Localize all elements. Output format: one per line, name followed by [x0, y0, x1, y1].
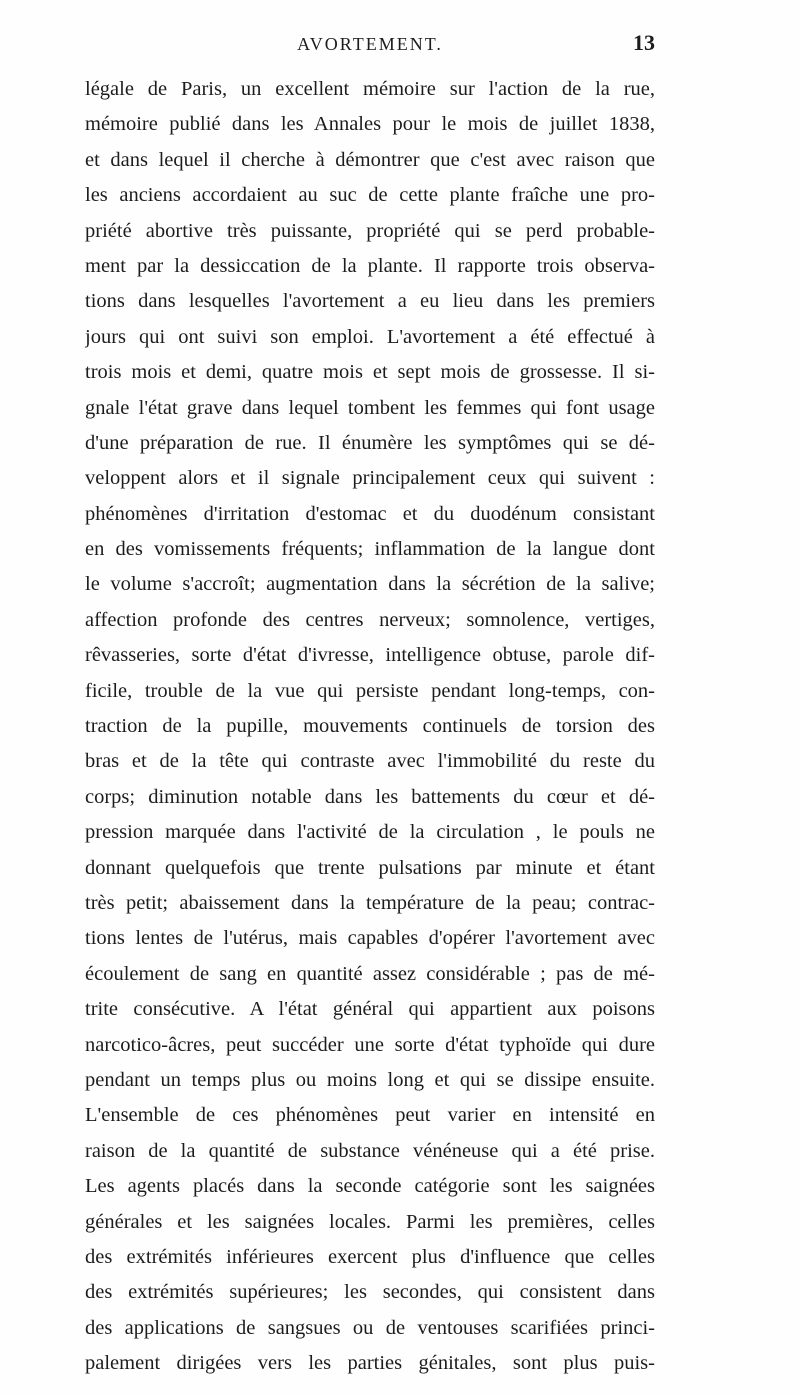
text-line: écoulement de sang en quantité assez considérable ; pas de mé-	[85, 962, 655, 985]
text-line: le volume s'accroît; augmentation dans la sécrétion de la salive;	[85, 573, 655, 596]
text-line: trois mois et demi, quatre mois et sept mois de grossesse. Il si-	[85, 361, 655, 384]
text-line: pression marquée dans l'activité de la circulation , le pouls ne	[85, 821, 655, 844]
text-line: affection profonde des centres nerveux; somnolence, vertiges,	[85, 608, 655, 631]
text-line: des extrémités inférieures exercent plus d'influence que celles	[85, 1245, 655, 1268]
text-line: traction de la pupille, mouvements continuels de torsion des	[85, 715, 655, 738]
text-line: tions lentes de l'utérus, mais capables d'opérer l'avortement avec	[85, 927, 655, 950]
text-line: tions dans lesquelles l'avortement a eu lieu dans les premiers	[85, 290, 655, 313]
text-line: bras et de la tête qui contraste avec l'immobilité du reste du	[85, 750, 655, 773]
text-line: gnale l'état grave dans lequel tombent les femmes qui font usage	[85, 396, 655, 419]
text-line: générales et les saignées locales. Parmi les premières, celles	[85, 1210, 655, 1233]
text-line: palement dirigées vers les parties génitales, sont plus puis-	[85, 1352, 655, 1375]
text-line: L'ensemble de ces phénomènes peut varier en intensité en	[85, 1104, 655, 1127]
text-line: raison de la quantité de substance vénéneuse qui a été prise.	[85, 1139, 655, 1162]
text-line: rêvasseries, sorte d'état d'ivresse, intelligence obtuse, parole dif-	[85, 644, 655, 667]
running-title: AVORTEMENT.	[297, 34, 443, 54]
text-line: trite consécutive. A l'état général qui appartient aux poisons	[85, 998, 655, 1021]
text-line: légale de Paris, un excellent mémoire sur l'action de la rue,	[85, 78, 655, 100]
page-number: 13	[633, 30, 655, 55]
text-line: en des vomissements fréquents; inflammation de la langue dont	[85, 538, 655, 561]
text-line: mémoire publié dans les Annales pour le mois de juillet 1838,	[85, 113, 655, 136]
text-line: donnant quelquefois que trente pulsations par minute et étant	[85, 856, 655, 879]
text-line: priété abortive très puissante, propriété qui se perd probable-	[85, 219, 655, 242]
text-line: d'une préparation de rue. Il énumère les symptômes qui se dé-	[85, 431, 655, 454]
running-head	[85, 30, 655, 60]
body-text	[85, 72, 655, 1381]
text-line: et dans lequel il cherche à démontrer que c'est avec raison que	[85, 148, 655, 171]
text-line: veloppent alors et il signale principalement ceux qui suivent :	[85, 467, 655, 490]
text-line: jours qui ont suivi son emploi. L'avortement a été effectué à	[85, 325, 655, 348]
text-line: les anciens accordaient au suc de cette plante fraîche une pro-	[85, 184, 655, 207]
text-line: ment par la dessiccation de la plante. Il rapporte trois observa-	[85, 254, 655, 277]
text-line: corps; diminution notable dans les battements du cœur et dé-	[85, 785, 655, 808]
text-line: des applications de sangsues ou de ventouses scarifiées princi-	[85, 1316, 655, 1339]
text-line: phénomènes d'irritation d'estomac et du duodénum consistant	[85, 502, 655, 525]
text-line: narcotico-âcres, peut succéder une sorte d'état typhoïde qui dure	[85, 1033, 655, 1056]
text-line: des extrémités supérieures; les secondes, qui consistent dans	[85, 1281, 655, 1304]
text-line: ficile, trouble de la vue qui persiste pendant long-temps, con-	[85, 679, 655, 702]
text-line: pendant un temps plus ou moins long et qui se dissipe ensuite.	[85, 1068, 655, 1091]
text-line: très petit; abaissement dans la température de la peau; contrac-	[85, 891, 655, 914]
text-line: Les agents placés dans la seconde catégorie sont les saignées	[85, 1175, 655, 1198]
